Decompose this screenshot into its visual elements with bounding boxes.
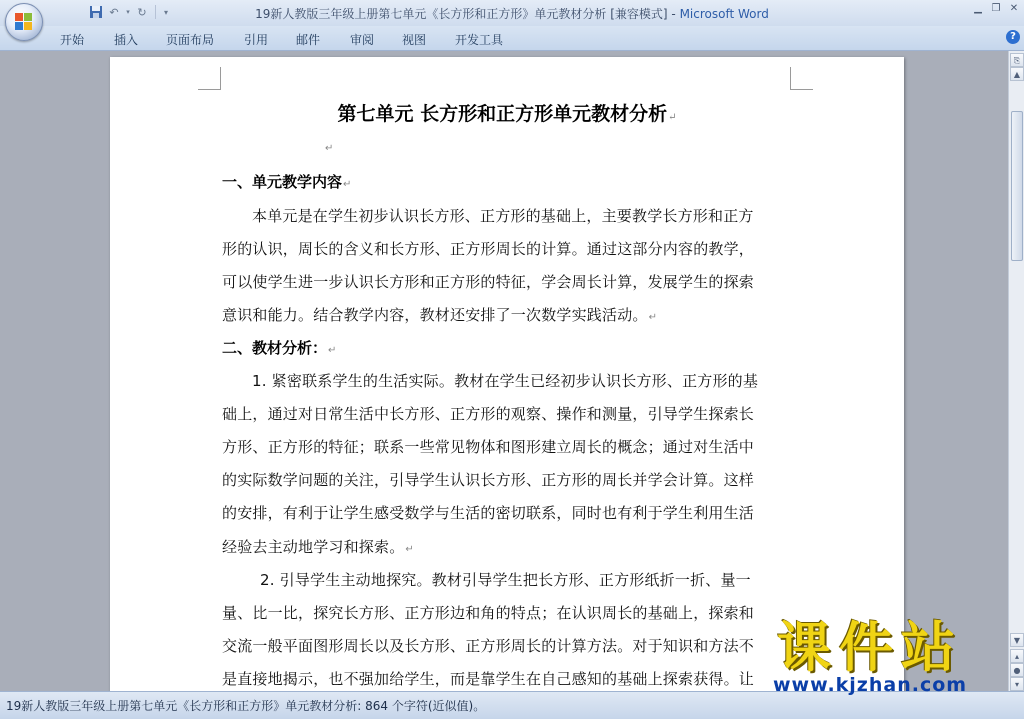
- para2-line: 的实际数学问题的关注，引导学生认识长方形、正方形的周长并学会计算。这样: [222, 471, 755, 489]
- crop-mark-top-left: [198, 67, 221, 90]
- para3-line: 量、比一比，探究长方形、正方形边和角的特点；在认识周长的基础上，探索和: [222, 604, 755, 622]
- title-dash: -: [671, 7, 680, 21]
- paragraph-mark: ↵: [668, 112, 677, 123]
- para3-line: 交流一般平面图形周长以及长方形、正方形周长的计算方法。对于知识和方法不: [222, 637, 755, 655]
- paragraph-mark: ↵: [325, 143, 334, 154]
- tab-page-layout[interactable]: 页面布局: [166, 33, 215, 47]
- watermark-title: 课件站: [777, 616, 964, 679]
- para2-line: 的安排，有利于让学生感受数学与生活的密切联系，同时也有利于学生利用生活: [222, 504, 755, 522]
- tab-developer[interactable]: 开发工具: [455, 33, 504, 47]
- app-name: Microsoft Word: [679, 7, 769, 21]
- paragraph-mark: ↵: [328, 345, 337, 356]
- para2-line: 方形、正方形的特征；联系一些常见物体和图形建立周长的概念；通过对生活中: [222, 438, 755, 456]
- heading-2: [222, 337, 336, 358]
- undo-dropdown-icon[interactable]: ▾: [126, 8, 130, 16]
- document-page[interactable]: [110, 57, 904, 691]
- crop-mark-top-right: [790, 67, 813, 90]
- para2-line-text: 经验去主动地学习和探索。: [222, 538, 405, 556]
- window-title: [0, 5, 1024, 22]
- restore-icon[interactable]: ❐: [991, 3, 1001, 14]
- paragraph-mark: ↵: [648, 312, 658, 323]
- tab-review[interactable]: 审阅: [350, 33, 375, 47]
- window-controls: [970, 2, 1022, 16]
- scroll-thumb[interactable]: [1011, 111, 1023, 261]
- ribbon-tabs: [0, 26, 1024, 51]
- watermark-logo: [773, 618, 967, 696]
- watermark-url: www.kjzhan.com: [773, 674, 968, 696]
- scroll-up-icon[interactable]: ▲: [1010, 67, 1024, 81]
- scroll-down-icon[interactable]: ▼: [1010, 633, 1024, 647]
- redo-icon[interactable]: ↻: [137, 5, 147, 19]
- tab-insert[interactable]: 插入: [114, 33, 139, 47]
- close-icon[interactable]: ✕: [1009, 3, 1019, 14]
- para1-line-text: 意识和能力。结合教学内容，教材还安排了一次数学实践活动。: [222, 306, 648, 324]
- document-title-text: 第七单元 长方形和正方形单元教材分析: [337, 103, 668, 125]
- heading-2-text: 二、教材分析：: [222, 339, 328, 357]
- status-text: 19新人教版三年级上册第七单元《长方形和正方形》单元教材分析: 864 个字符(近似值)。: [6, 699, 486, 713]
- tab-references[interactable]: 引用: [244, 33, 269, 47]
- paragraph-mark: ↵: [343, 179, 352, 190]
- para1-line: 形的认识，周长的含义和长方形、正方形周长的计算。通过这部分内容的教学，: [222, 240, 755, 258]
- heading-1-text: 一、单元教学内容: [222, 173, 343, 191]
- para3-line: 2. 引导学生主动地探究。教材引导学生把长方形、正方形纸折一折、量一: [260, 571, 751, 589]
- title-bar: [0, 0, 1024, 26]
- tab-view[interactable]: 视图: [402, 33, 427, 47]
- previous-page-icon[interactable]: ▴: [1010, 649, 1024, 663]
- para1-line: [222, 304, 657, 325]
- para2-line: 1. 紧密联系学生的生活实际。教材在学生已经初步认识长方形、正方形的基: [252, 372, 759, 390]
- para2-line: 础上，通过对日常生活中长方形、正方形的观察、操作和测量，引导学生探索长: [222, 405, 755, 423]
- customize-icon[interactable]: ▾: [163, 7, 168, 17]
- paragraph-mark: ↵: [405, 544, 414, 555]
- para2-line: [222, 536, 414, 557]
- tab-mailings[interactable]: 邮件: [296, 33, 321, 47]
- tab-home[interactable]: 开始: [60, 33, 85, 47]
- para3-line: 是直接地揭示，也不强加给学生，而是靠学生在自己感知的基础上探索获得。让: [222, 670, 755, 688]
- document-name: 19新人教版三年级上册第七单元《长方形和正方形》单元教材分析 [兼容模式]: [255, 7, 668, 21]
- next-page-icon[interactable]: ▾: [1010, 677, 1024, 691]
- help-icon[interactable]: ?: [1006, 30, 1020, 44]
- document-title: [110, 99, 904, 126]
- para1-line: 本单元是在学生初步认识长方形、正方形的基础上，主要教学长方形和正方: [252, 207, 754, 225]
- office-logo-icon: [15, 13, 33, 31]
- document-area: [0, 51, 1008, 691]
- para1-line: 可以使学生进一步认识长方形和正方形的特征，学会周长计算，发展学生的探索: [222, 273, 755, 291]
- office-button[interactable]: [5, 3, 43, 41]
- heading-1: [222, 171, 351, 192]
- ruler-toggle-icon[interactable]: ⎘: [1010, 53, 1024, 67]
- browse-object-icon[interactable]: ●: [1010, 663, 1024, 677]
- vertical-scrollbar[interactable]: [1008, 51, 1024, 691]
- minimize-icon[interactable]: ▁: [974, 3, 982, 14]
- undo-icon[interactable]: ↶: [109, 5, 119, 19]
